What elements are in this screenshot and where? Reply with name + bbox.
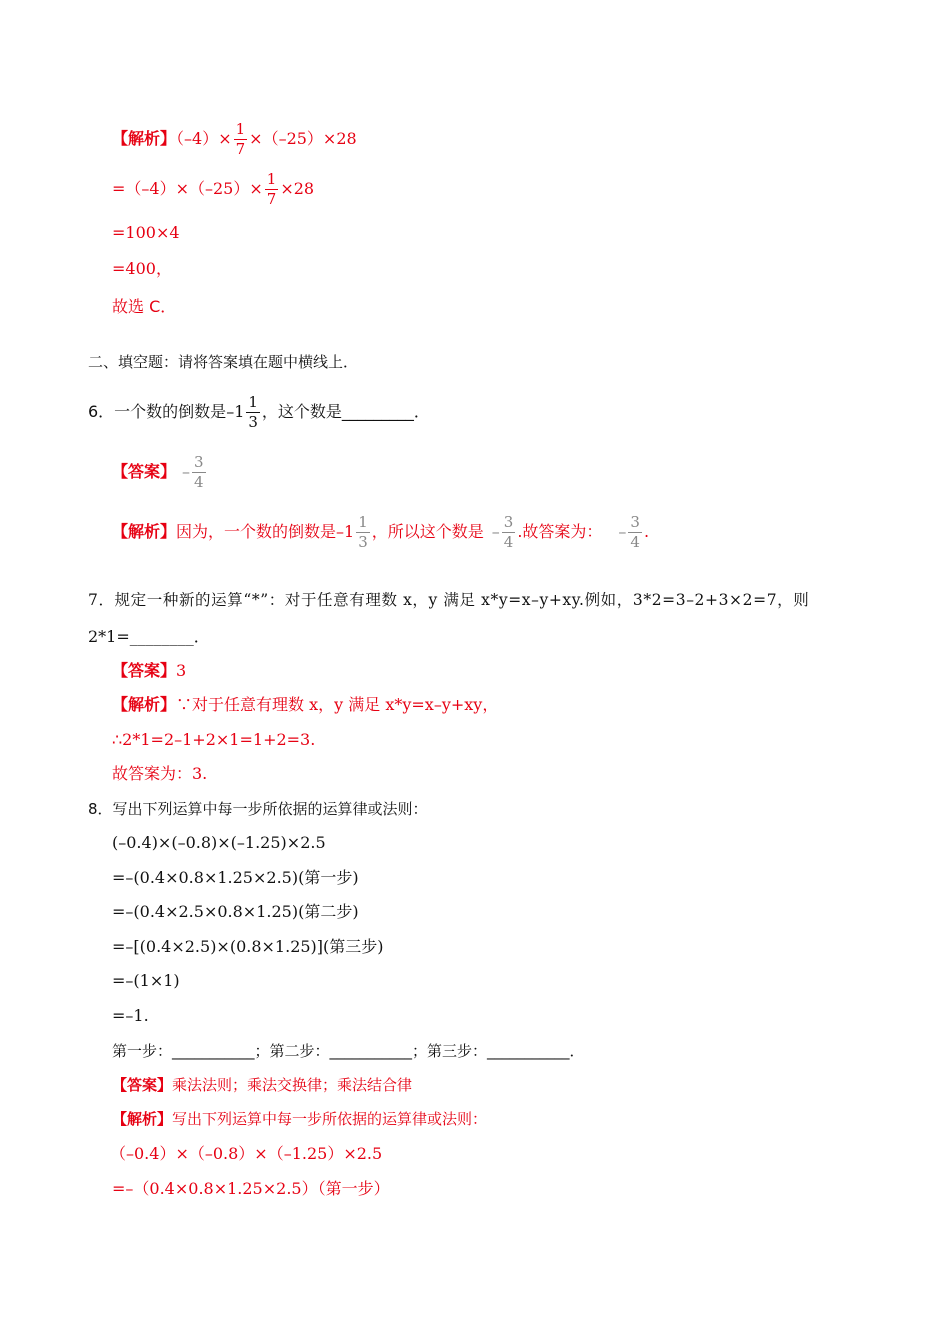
mixed-fraction: $\frac{1}{3}$ [248, 393, 258, 431]
analysis-label: 【解析】 [112, 1110, 173, 1128]
section-heading: 二、填空题：请将答案填在题中横线上． [88, 353, 359, 371]
mixed-fraction: $\frac{1}{3}$ [358, 513, 368, 551]
answer-label: 【答案】 [112, 462, 177, 481]
q5-analysis-line-3: =100×4 [112, 223, 180, 242]
q5-analysis-line-2: =（–4）×（–25）× $\frac{1}{7}$ ×28 [112, 170, 315, 208]
q8-step: =–[(0.4×2.5)×(0.8×1.25)](第三步) [112, 937, 384, 956]
q5-analysis-conclusion: 故选 C． [112, 297, 177, 316]
answer-label: 【答案】 [112, 1076, 173, 1094]
answer-label: 【答案】 [112, 661, 177, 680]
q8-step: =–(0.4×2.5×0.8×1.25)(第二步) [112, 902, 359, 921]
q6-question: 6．一个数的倒数是–1 $\frac{1}{3}$ ，这个数是_________． [88, 393, 430, 431]
q8-analysis-line-1: 【解析】写出下列运算中每一步所依据的运算律或法则： [112, 1110, 488, 1128]
fraction-three-fourths: $\frac{3}{4}$ [630, 513, 640, 551]
analysis-label: 【解析】 [112, 695, 177, 714]
q7-analysis-line-3: 故答案为：3. [112, 764, 208, 783]
q7-question-line-1: 7．规定一种新的运算“*”：对于任意有理数 x，y 满足 x*y=x–y+xy.例如，3*2=3–2+3×2=7，则 [88, 591, 810, 609]
q8-analysis-line-3: =–（0.4×0.8×1.25×2.5）（第一步） [112, 1179, 390, 1198]
q6-analysis: 【解析】因为，一个数的倒数是–1 $\frac{1}{3}$ ，所以这个数是 – $\frac{3}{4}$ .故答案为： – $\frac{3}{4}$ . [112, 513, 650, 551]
fraction-one-seventh: $\frac{1}{7}$ [266, 170, 277, 208]
q7-question-line-2: 2*1=________． [88, 627, 210, 646]
q5-analysis-line-4: =400， [112, 259, 172, 278]
q8-step: (–0.4)×(–0.8)×(–1.25)×2.5 [112, 833, 326, 852]
q8-blanks: 第一步：___________；第二步：___________；第三步：___________． [112, 1042, 585, 1060]
q7-analysis-line-1: 【解析】∵对于任意有理数 x，y 满足 x*y=x–y+xy， [112, 695, 499, 714]
fraction-three-fourths: $\frac{3}{4}$ [503, 513, 514, 551]
analysis-label: 【解析】 [112, 129, 177, 148]
q8-step: =–(1×1) [112, 971, 180, 990]
q5-analysis-line-1: 【解析】（–4）× $\frac{1}{7}$ ×（–25）×28 [112, 120, 357, 158]
analysis-label: 【解析】 [112, 522, 177, 541]
answer-fraction: $\frac{3}{4}$ [194, 453, 204, 491]
q7-analysis-line-2: ∴2*1=2–1+2×1=1+2=3. [112, 730, 316, 749]
fraction-one-seventh: $\frac{1}{7}$ [235, 120, 246, 158]
q8-analysis-line-2: （–0.4）×（–0.8）×（–1.25）×2.5 [110, 1144, 383, 1163]
q8-answer: 【答案】乘法法则；乘法交换律；乘法结合律 [112, 1076, 413, 1094]
q8-question: 8．写出下列运算中每一步所依据的运算律或法则： [88, 800, 428, 818]
q7-answer: 【答案】3 [112, 661, 187, 680]
q8-step: =–(0.4×0.8×1.25×2.5)(第一步) [112, 868, 359, 887]
q6-answer: 【答案】 – $\frac{3}{4}$ [112, 453, 204, 491]
q8-step: =–1. [112, 1006, 149, 1025]
